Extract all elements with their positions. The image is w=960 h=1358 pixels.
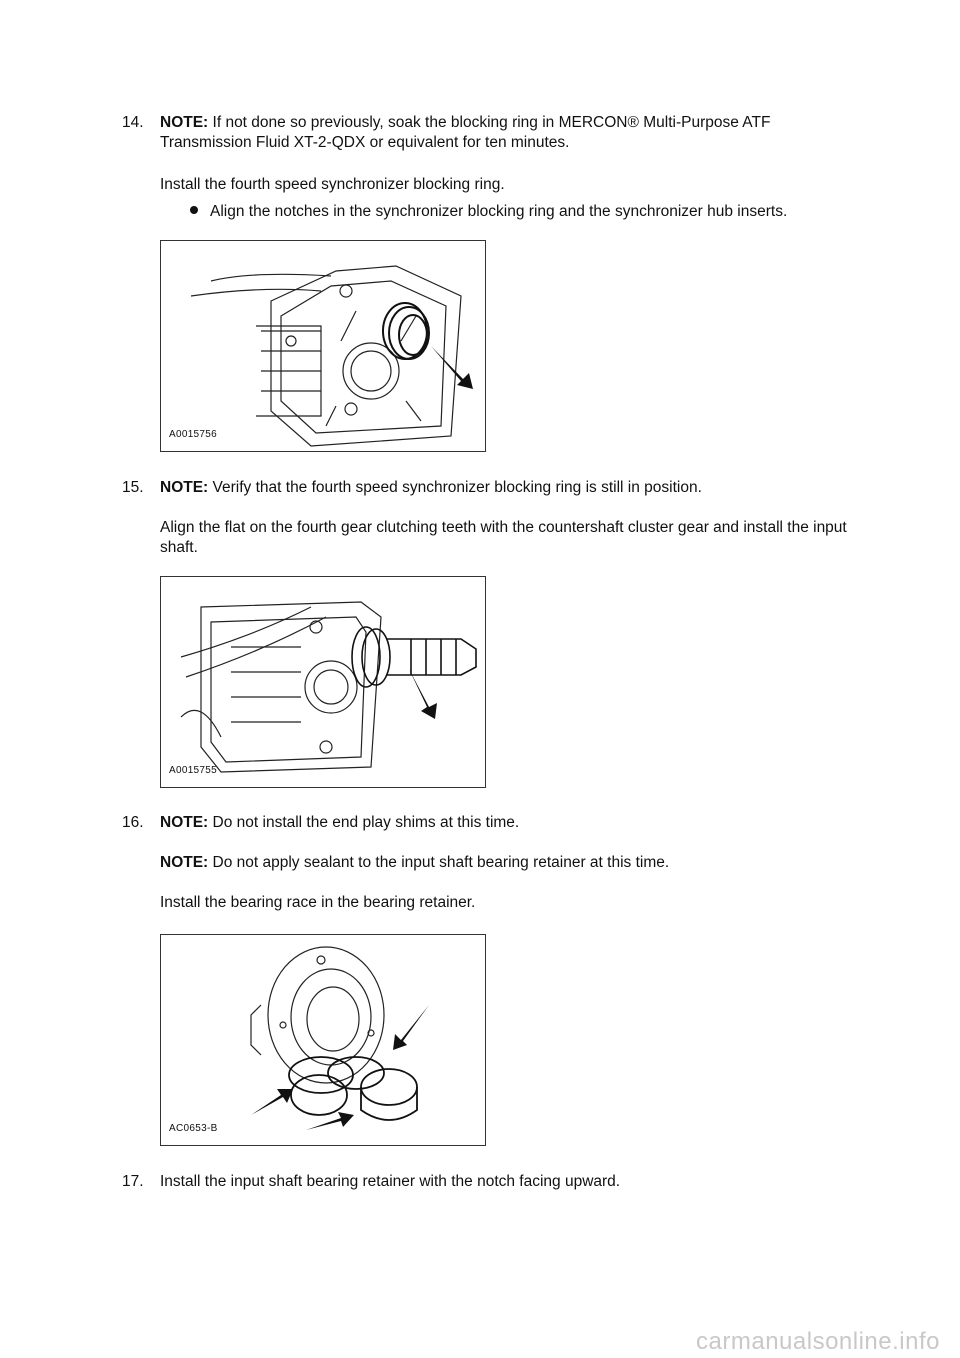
figure-input-shaft — [160, 576, 486, 788]
note-text: If not done so previously, soak the blocking ring in MERCON® Multi-Purpose ATF Transmission Fluid XT-2-QDX or equivalent for ten minutes. — [160, 114, 771, 151]
bullet-icon — [190, 206, 198, 214]
figure-bearing-race — [160, 934, 486, 1146]
bearing-retainer-illustration — [161, 935, 486, 1146]
note-label: NOTE: — [160, 114, 209, 131]
note-label: NOTE: — [160, 814, 209, 831]
note-text: Do not install the end play shims at this time. — [208, 814, 520, 831]
step-instruction: Align the flat on the fourth gear clutching teeth with the countershaft cluster gear and install the input shaft. — [160, 519, 847, 556]
step-number: 15. — [122, 479, 144, 496]
bullet-item — [190, 202, 787, 222]
step-number: 16. — [122, 814, 144, 831]
step-note — [160, 478, 850, 498]
note-label: NOTE: — [160, 479, 209, 496]
step-note — [160, 113, 850, 153]
figure-id: AC0653-B — [169, 1123, 218, 1134]
step-note — [160, 813, 850, 833]
note-text: Verify that the fourth speed synchronizer blocking ring is still in position. — [208, 479, 702, 496]
step-number: 17. — [122, 1173, 144, 1190]
step-instruction: Install the bearing race in the bearing retainer. — [160, 894, 476, 911]
input-shaft-illustration — [161, 577, 486, 788]
figure-id: A0015755 — [169, 765, 218, 776]
bullet-text: Align the notches in the synchronizer blocking ring and the synchronizer hub inserts. — [210, 203, 788, 220]
step-instruction: Install the fourth speed synchronizer blocking ring. — [160, 176, 505, 193]
step-note-2 — [160, 853, 850, 873]
step-instruction: Install the input shaft bearing retainer with the notch facing upward. — [160, 1173, 621, 1190]
figure-synchronizer-blocking-ring — [160, 240, 486, 452]
figure-id: A0015756 — [169, 429, 218, 440]
note-text: Do not apply sealant to the input shaft bearing retainer at this time. — [208, 854, 670, 871]
note-label: NOTE: — [160, 854, 209, 871]
step-number: 14. — [122, 114, 144, 131]
watermark: carmanualsonline.info — [696, 1328, 940, 1355]
transmission-case-illustration — [161, 241, 486, 452]
